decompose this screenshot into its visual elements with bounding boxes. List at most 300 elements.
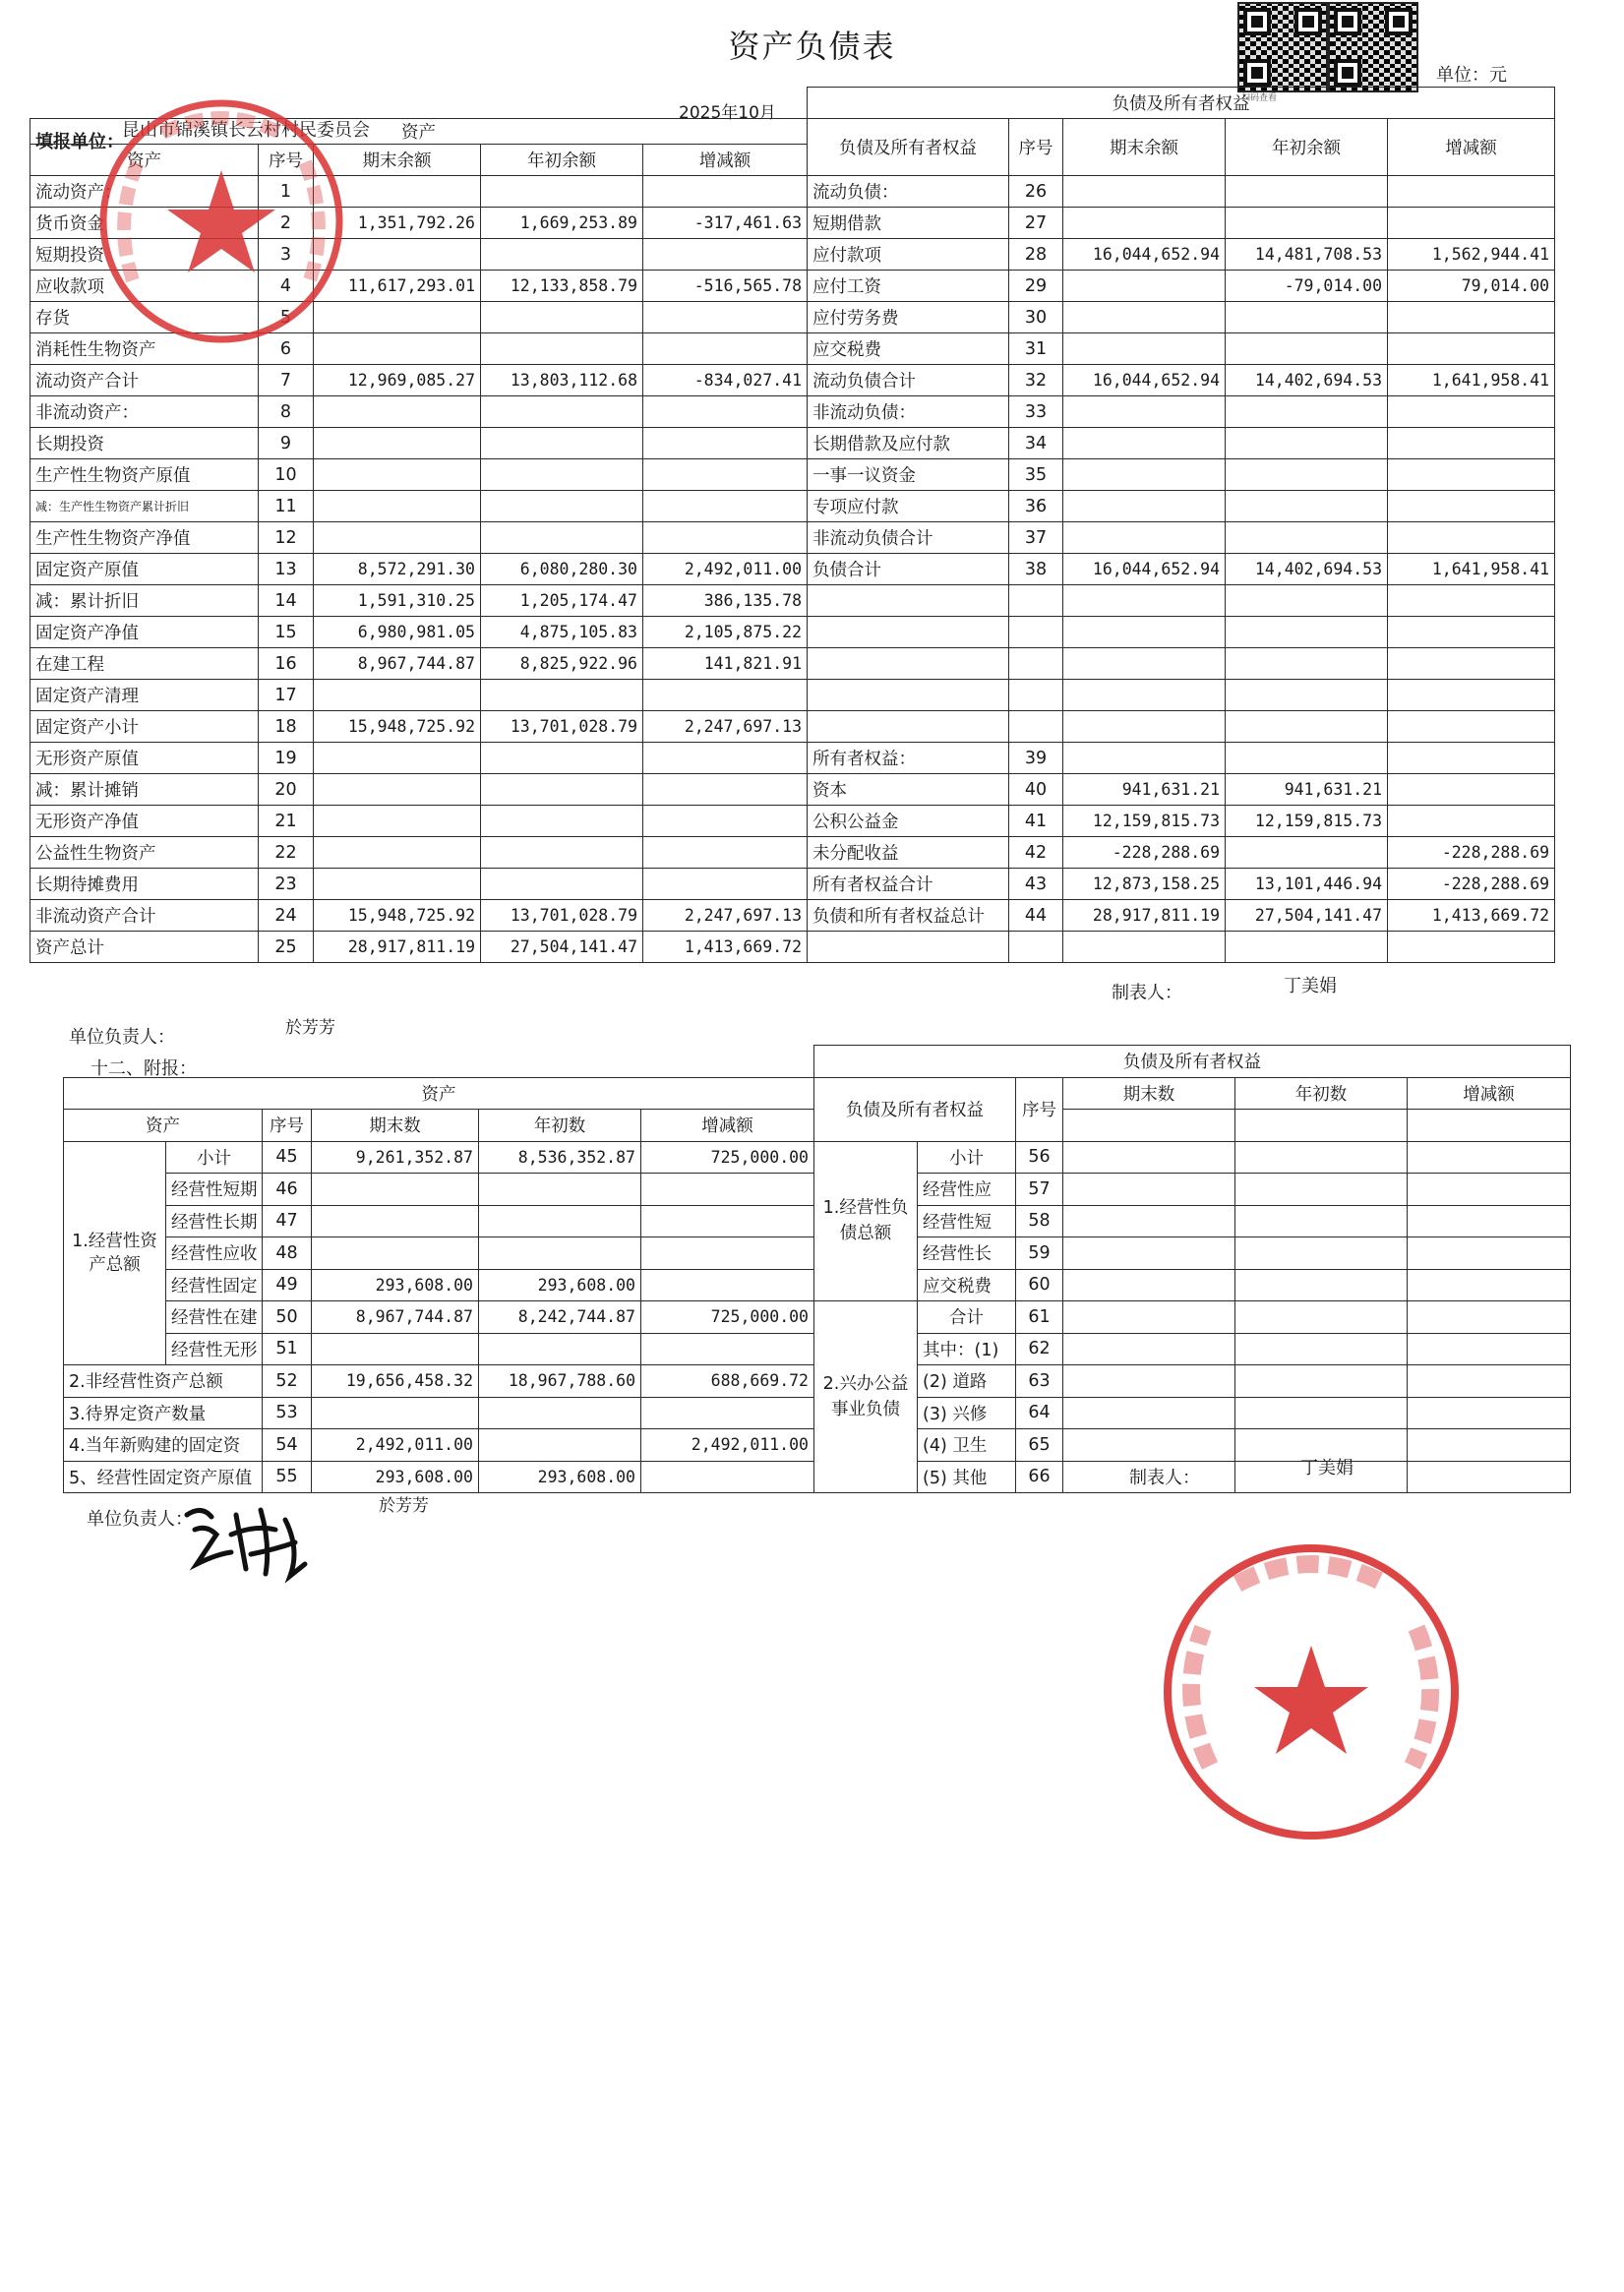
attachment-table: [63, 1045, 1571, 1493]
asset-begin-balance: [481, 428, 643, 459]
att-col-header-end: 期末数: [1063, 1077, 1235, 1110]
att-liab-end: [1063, 1174, 1235, 1206]
liability-begin-balance: [1226, 459, 1388, 491]
maker-name: 丁美娟: [1284, 976, 1337, 996]
att-asset-begin: [479, 1174, 641, 1206]
liabilities-group-header: 负债及所有者权益: [808, 88, 1555, 119]
att-liab-item-label: 经营性应: [918, 1174, 1016, 1206]
liability-seq: 28: [1009, 239, 1063, 271]
liability-end-balance: [1063, 617, 1226, 648]
liability-end-balance: [1063, 491, 1226, 522]
liability-begin-balance: 14,402,694.53: [1226, 365, 1388, 396]
asset-begin-balance: [481, 743, 643, 774]
att-asset-item-label: 经营性短期: [166, 1174, 263, 1206]
att-col-header-begin: 年初数: [1235, 1077, 1408, 1110]
liability-seq: 40: [1009, 774, 1063, 806]
liability-begin-balance: [1226, 428, 1388, 459]
asset-item-label: 减：生产性生物资产累计折旧: [30, 491, 259, 522]
att-liab-end: [1063, 1205, 1235, 1237]
att-asset-end: [312, 1205, 479, 1237]
col-header-asset: 资产: [30, 145, 259, 176]
asset-seq: 4: [259, 271, 314, 302]
att-liab-item-label: 合计: [918, 1301, 1016, 1334]
liability-end-balance: [1063, 743, 1226, 774]
handwritten-signature: [177, 1495, 325, 1584]
asset-item-label: 生产性生物资产原值: [30, 459, 259, 491]
liability-end-balance: [1063, 176, 1226, 208]
liability-change: [1388, 208, 1555, 239]
asset-begin-balance: 12,133,858.79: [481, 271, 643, 302]
col-header-end: 期末余额: [314, 145, 481, 176]
asset-seq: 6: [259, 333, 314, 365]
att-liab-item-label: 小计: [918, 1141, 1016, 1174]
att-asset-seq: 49: [263, 1269, 312, 1301]
liability-begin-balance: 14,481,708.53: [1226, 239, 1388, 271]
att-asset-seq: 48: [263, 1237, 312, 1270]
att-liab-change: [1408, 1429, 1571, 1462]
asset-change: [643, 837, 808, 869]
att-liab-end: [1063, 1301, 1235, 1334]
asset-item-label: 生产性生物资产净值: [30, 522, 259, 554]
liability-item-label: 应付劳务费: [808, 302, 1009, 333]
liability-begin-balance: 13,101,446.94: [1226, 869, 1388, 900]
liability-begin-balance: [1226, 176, 1388, 208]
att-asset-change: [641, 1269, 814, 1301]
liability-seq: 41: [1009, 806, 1063, 837]
att-liab-change: [1408, 1333, 1571, 1365]
liability-change: [1388, 302, 1555, 333]
att-asset-change: [641, 1205, 814, 1237]
unit-label: 单位：元: [1436, 65, 1507, 86]
att-liab-seq: 61: [1016, 1301, 1063, 1334]
asset-item-label: 消耗性生物资产: [30, 333, 259, 365]
att-liab-item-label: (4) 卫生: [918, 1429, 1016, 1462]
att-asset-end: 2,492,011.00: [312, 1429, 479, 1462]
att-asset-end: 9,261,352.87: [312, 1141, 479, 1174]
att-liab-seq: 60: [1016, 1269, 1063, 1301]
liability-change: [1388, 932, 1555, 963]
liability-begin-balance: [1226, 680, 1388, 711]
asset-change: [643, 428, 808, 459]
table-row: [30, 428, 1555, 459]
att-asset-begin: [479, 1397, 641, 1429]
asset-change: 141,821.91: [643, 648, 808, 680]
asset-end-balance: 12,969,085.27: [314, 365, 481, 396]
asset-seq: 8: [259, 396, 314, 428]
att-liab-end: [1063, 1141, 1235, 1174]
att-asset-seq: 47: [263, 1205, 312, 1237]
asset-begin-balance: [481, 774, 643, 806]
asset-item-label: 存货: [30, 302, 259, 333]
table-row: [30, 932, 1555, 963]
att-liab-seq: 57: [1016, 1174, 1063, 1206]
att-asset-seq: 55: [263, 1461, 312, 1493]
asset-end-balance: [314, 396, 481, 428]
liability-seq: [1009, 711, 1063, 743]
asset-seq: 15: [259, 617, 314, 648]
att-liab-item-label: 应交税费: [918, 1269, 1016, 1301]
table-row: [30, 617, 1555, 648]
asset-change: -317,461.63: [643, 208, 808, 239]
asset-begin-balance: [481, 869, 643, 900]
asset-end-balance: 15,948,725.92: [314, 711, 481, 743]
liability-begin-balance: 14,402,694.53: [1226, 554, 1388, 585]
table-row: [30, 522, 1555, 554]
att-liab-item-label: (2) 道路: [918, 1365, 1016, 1398]
unit-head-name: 於芳芳: [285, 1018, 335, 1038]
assets-group-header: 资产: [30, 119, 808, 145]
liability-end-balance: [1063, 680, 1226, 711]
asset-change: 386,135.78: [643, 585, 808, 617]
att-liab-seq: 58: [1016, 1205, 1063, 1237]
liability-item-label: 应付工资: [808, 271, 1009, 302]
att-asset-change: [641, 1397, 814, 1429]
att-asset-item-label: 4.当年新购建的固定资: [64, 1429, 263, 1462]
asset-change: [643, 396, 808, 428]
att-asset-item-label: 经营性在建: [166, 1301, 263, 1334]
asset-seq: 1: [259, 176, 314, 208]
liability-item-label: 专项应付款: [808, 491, 1009, 522]
village-committee-seal: [93, 93, 349, 349]
asset-change: [643, 869, 808, 900]
att-liab-item-label: (5) 其他: [918, 1461, 1016, 1493]
asset-end-balance: 1,351,792.26: [314, 208, 481, 239]
liability-seq: 38: [1009, 554, 1063, 585]
att-asset-seq: 52: [263, 1365, 312, 1398]
att-liab-item-label: 其中：(1): [918, 1333, 1016, 1365]
liability-item-label: 所有者权益合计: [808, 869, 1009, 900]
liability-change: [1388, 459, 1555, 491]
att-asset-end: 293,608.00: [312, 1461, 479, 1493]
att-liab-begin: [1235, 1365, 1408, 1398]
asset-begin-balance: 4,875,105.83: [481, 617, 643, 648]
att-liab-change: [1408, 1237, 1571, 1270]
table-row: [30, 837, 1555, 869]
liability-end-balance: [1063, 522, 1226, 554]
att-asset-end: 8,967,744.87: [312, 1301, 479, 1334]
att-liab-seq: 62: [1016, 1333, 1063, 1365]
maker-label: 制表人：: [1112, 983, 1182, 1003]
asset-begin-balance: [481, 176, 643, 208]
att-asset-item-label: 小计: [166, 1141, 263, 1174]
liability-change: 1,413,669.72: [1388, 900, 1555, 932]
liability-change: [1388, 617, 1555, 648]
att-asset-seq: 45: [263, 1141, 312, 1174]
preparer-label: 填报单位：: [35, 132, 124, 152]
asset-item-label: 流动资产合计: [30, 365, 259, 396]
liability-begin-balance: [1226, 396, 1388, 428]
asset-change: [643, 680, 808, 711]
liability-begin-balance: [1226, 711, 1388, 743]
liability-item-label: 长期借款及应付款: [808, 428, 1009, 459]
att-asset-begin: 293,608.00: [479, 1461, 641, 1493]
liability-seq: 35: [1009, 459, 1063, 491]
liability-end-balance: 12,873,158.25: [1063, 869, 1226, 900]
liability-item-label: 流动负债：: [808, 176, 1009, 208]
att-liab-end: [1063, 1333, 1235, 1365]
liability-end-balance: [1063, 271, 1226, 302]
att-asset-change: 725,000.00: [641, 1141, 814, 1174]
liability-begin-balance: [1226, 743, 1388, 774]
att-col-header-liab: 负债及所有者权益: [814, 1077, 1016, 1141]
att-liab-begin: [1235, 1141, 1408, 1174]
asset-seq: 19: [259, 743, 314, 774]
att-liab-begin: [1235, 1174, 1408, 1206]
asset-begin-balance: [481, 806, 643, 837]
liability-begin-balance: [1226, 491, 1388, 522]
liability-item-label: 应付款项: [808, 239, 1009, 271]
asset-change: [643, 806, 808, 837]
att-liab-begin: [1235, 1269, 1408, 1301]
liability-seq: 42: [1009, 837, 1063, 869]
liability-seq: 32: [1009, 365, 1063, 396]
att-liab-seq: 65: [1016, 1429, 1063, 1462]
liability-seq: [1009, 585, 1063, 617]
att-asset-change: [641, 1237, 814, 1270]
table-row: [30, 554, 1555, 585]
asset-seq: 12: [259, 522, 314, 554]
asset-seq: 18: [259, 711, 314, 743]
col-header-begin: 年初余额: [1226, 119, 1388, 176]
asset-item-label: 长期待摊费用: [30, 869, 259, 900]
asset-end-balance: [314, 806, 481, 837]
col-header-seq: 序号: [259, 145, 314, 176]
asset-seq: 11: [259, 491, 314, 522]
liability-end-balance: 28,917,811.19: [1063, 900, 1226, 932]
asset-end-balance: [314, 743, 481, 774]
table-row: [30, 680, 1555, 711]
att-liab-seq: 63: [1016, 1365, 1063, 1398]
liability-change: 1,641,958.41: [1388, 554, 1555, 585]
asset-item-label: 短期投资: [30, 239, 259, 271]
asset-begin-balance: 1,669,253.89: [481, 208, 643, 239]
att-asset-item-label: 经营性应收: [166, 1237, 263, 1270]
att-asset-item-label: 5、经营性固定资产原值: [64, 1461, 263, 1493]
att-asset-item-label: 2.非经营性资产总额: [64, 1365, 263, 1398]
liability-begin-balance: [1226, 837, 1388, 869]
liability-item-label: [808, 932, 1009, 963]
att-asset-begin: 8,536,352.87: [479, 1141, 641, 1174]
asset-seq: 7: [259, 365, 314, 396]
col-header-seq: 序号: [1009, 119, 1063, 176]
asset-seq: 23: [259, 869, 314, 900]
att-asset-item-label: 经营性长期: [166, 1205, 263, 1237]
liability-seq: 31: [1009, 333, 1063, 365]
asset-begin-balance: [481, 522, 643, 554]
liability-seq: 30: [1009, 302, 1063, 333]
asset-end-balance: [314, 459, 481, 491]
att-asset-item-label: 3.待界定资产数量: [64, 1397, 263, 1429]
liability-change: [1388, 743, 1555, 774]
att-liab-item-label: (3) 兴修: [918, 1397, 1016, 1429]
unit-head-label: 单位负责人：: [69, 1027, 175, 1048]
liability-item-label: 一事一议资金: [808, 459, 1009, 491]
maker-name-2: 丁美娟: [1300, 1458, 1353, 1478]
unit-head-name-2: 於芳芳: [379, 1496, 429, 1516]
att-liab-change: [1408, 1397, 1571, 1429]
liability-begin-balance: 12,159,815.73: [1226, 806, 1388, 837]
col-header-end: 期末余额: [1063, 119, 1226, 176]
liability-change: [1388, 491, 1555, 522]
attachment-title: 十二、附报：: [90, 1058, 197, 1079]
att-asset-begin: 8,242,744.87: [479, 1301, 641, 1334]
unit-head-label-2: 单位负责人：: [87, 1509, 193, 1530]
table-row: [30, 585, 1555, 617]
asset-begin-balance: [481, 491, 643, 522]
liability-begin-balance: 941,631.21: [1226, 774, 1388, 806]
asset-item-label: 固定资产原值: [30, 554, 259, 585]
att-asset-begin: 18,967,788.60: [479, 1365, 641, 1398]
col-header-change: 增减额: [1388, 119, 1555, 176]
att-liab-end: [1063, 1237, 1235, 1270]
liability-item-label: 负债和所有者权益总计: [808, 900, 1009, 932]
liability-end-balance: 16,044,652.94: [1063, 365, 1226, 396]
asset-begin-balance: 13,701,028.79: [481, 711, 643, 743]
asset-end-balance: 28,917,811.19: [314, 932, 481, 963]
att-liab-seq: 66: [1016, 1461, 1063, 1493]
liability-change: [1388, 428, 1555, 459]
liability-seq: [1009, 648, 1063, 680]
asset-change: [643, 239, 808, 271]
liability-seq: [1009, 932, 1063, 963]
liability-seq: 39: [1009, 743, 1063, 774]
liability-item-label: 应交税费: [808, 333, 1009, 365]
asset-begin-balance: [481, 239, 643, 271]
liability-begin-balance: [1226, 522, 1388, 554]
preparer-name: 昆山市锦溪镇长云村村民委员会: [122, 120, 370, 141]
liability-item-label: [808, 648, 1009, 680]
asset-change: [643, 176, 808, 208]
att-liab-begin: [1235, 1301, 1408, 1334]
asset-item-label: 减：累计折旧: [30, 585, 259, 617]
asset-seq: 2: [259, 208, 314, 239]
liability-end-balance: [1063, 333, 1226, 365]
asset-end-balance: [314, 774, 481, 806]
att-asset-begin: [479, 1333, 641, 1365]
asset-item-label: 固定资产净值: [30, 617, 259, 648]
asset-change: [643, 522, 808, 554]
att-liab-change: [1408, 1461, 1571, 1493]
liability-seq: 44: [1009, 900, 1063, 932]
att-asset-end: [312, 1174, 479, 1206]
att-assets-group-header: 资产: [64, 1077, 814, 1110]
col-header-begin: 年初余额: [481, 145, 643, 176]
liability-change: -228,288.69: [1388, 869, 1555, 900]
asset-seq: 21: [259, 806, 314, 837]
asset-change: 2,247,697.13: [643, 900, 808, 932]
table-row: [30, 648, 1555, 680]
asset-begin-balance: [481, 459, 643, 491]
att-liab-change: [1408, 1174, 1571, 1206]
att-asset-seq: 53: [263, 1397, 312, 1429]
asset-seq: 17: [259, 680, 314, 711]
liability-end-balance: -228,288.69: [1063, 837, 1226, 869]
att-asset-change: [641, 1461, 814, 1493]
liability-seq: 37: [1009, 522, 1063, 554]
asset-change: [643, 302, 808, 333]
asset-seq: 10: [259, 459, 314, 491]
asset-seq: 14: [259, 585, 314, 617]
liability-seq: 33: [1009, 396, 1063, 428]
asset-end-balance: [314, 869, 481, 900]
liability-item-label: 未分配收益: [808, 837, 1009, 869]
asset-begin-balance: [481, 333, 643, 365]
liability-item-label: [808, 711, 1009, 743]
asset-end-balance: 8,572,291.30: [314, 554, 481, 585]
liability-change: [1388, 396, 1555, 428]
asset-item-label: 应收款项: [30, 271, 259, 302]
table-row: [30, 806, 1555, 837]
att-asset-end: 293,608.00: [312, 1269, 479, 1301]
att-asset-item-label: 经营性无形: [166, 1333, 263, 1365]
liability-change: 1,562,944.41: [1388, 239, 1555, 271]
liability-end-balance: 941,631.21: [1063, 774, 1226, 806]
asset-seq: 22: [259, 837, 314, 869]
asset-begin-balance: 13,803,112.68: [481, 365, 643, 396]
liability-item-label: 非流动负债合计: [808, 522, 1009, 554]
liability-item-label: 负债合计: [808, 554, 1009, 585]
liability-end-balance: [1063, 459, 1226, 491]
qr-caption: 扫码查看: [1241, 93, 1278, 103]
liability-end-balance: [1063, 585, 1226, 617]
asset-begin-balance: [481, 396, 643, 428]
liability-change: 1,641,958.41: [1388, 365, 1555, 396]
liability-end-balance: [1063, 428, 1226, 459]
liability-end-balance: [1063, 711, 1226, 743]
liability-item-label: 非流动负债：: [808, 396, 1009, 428]
att-liab-begin: [1235, 1237, 1408, 1270]
liability-seq: 36: [1009, 491, 1063, 522]
liability-item-label: 所有者权益：: [808, 743, 1009, 774]
asset-change: 2,492,011.00: [643, 554, 808, 585]
liability-item-label: 短期借款: [808, 208, 1009, 239]
att-liab-change: [1408, 1365, 1571, 1398]
liability-change: [1388, 522, 1555, 554]
asset-change: [643, 333, 808, 365]
asset-begin-balance: 1,205,174.47: [481, 585, 643, 617]
att-col-header-change: 增减额: [641, 1110, 814, 1142]
liability-end-balance: 12,159,815.73: [1063, 806, 1226, 837]
asset-change: 2,105,875.22: [643, 617, 808, 648]
asset-seq: 13: [259, 554, 314, 585]
table-row: [30, 459, 1555, 491]
asset-change: 1,413,669.72: [643, 932, 808, 963]
asset-seq: 16: [259, 648, 314, 680]
liability-change: [1388, 333, 1555, 365]
liability-change: -228,288.69: [1388, 837, 1555, 869]
asset-end-balance: 1,591,310.25: [314, 585, 481, 617]
asset-item-label: 非流动资产合计: [30, 900, 259, 932]
asset-seq: 3: [259, 239, 314, 271]
asset-item-label: 非流动资产：: [30, 396, 259, 428]
asset-end-balance: [314, 680, 481, 711]
liability-end-balance: 16,044,652.94: [1063, 239, 1226, 271]
qr-code-icon: [1237, 2, 1328, 92]
table-row: [30, 774, 1555, 806]
asset-end-balance: 11,617,293.01: [314, 271, 481, 302]
asset-seq: 25: [259, 932, 314, 963]
qr-code-icon: [1328, 2, 1418, 92]
asset-item-label: 公益性生物资产: [30, 837, 259, 869]
liability-begin-balance: [1226, 648, 1388, 680]
liability-end-balance: 16,044,652.94: [1063, 554, 1226, 585]
liability-seq: 27: [1009, 208, 1063, 239]
asset-begin-balance: [481, 302, 643, 333]
att-liab-item-label: 经营性长: [918, 1237, 1016, 1270]
asset-item-label: 流动资产：: [30, 176, 259, 208]
liability-item-label: [808, 680, 1009, 711]
att-liab-change: [1408, 1141, 1571, 1174]
